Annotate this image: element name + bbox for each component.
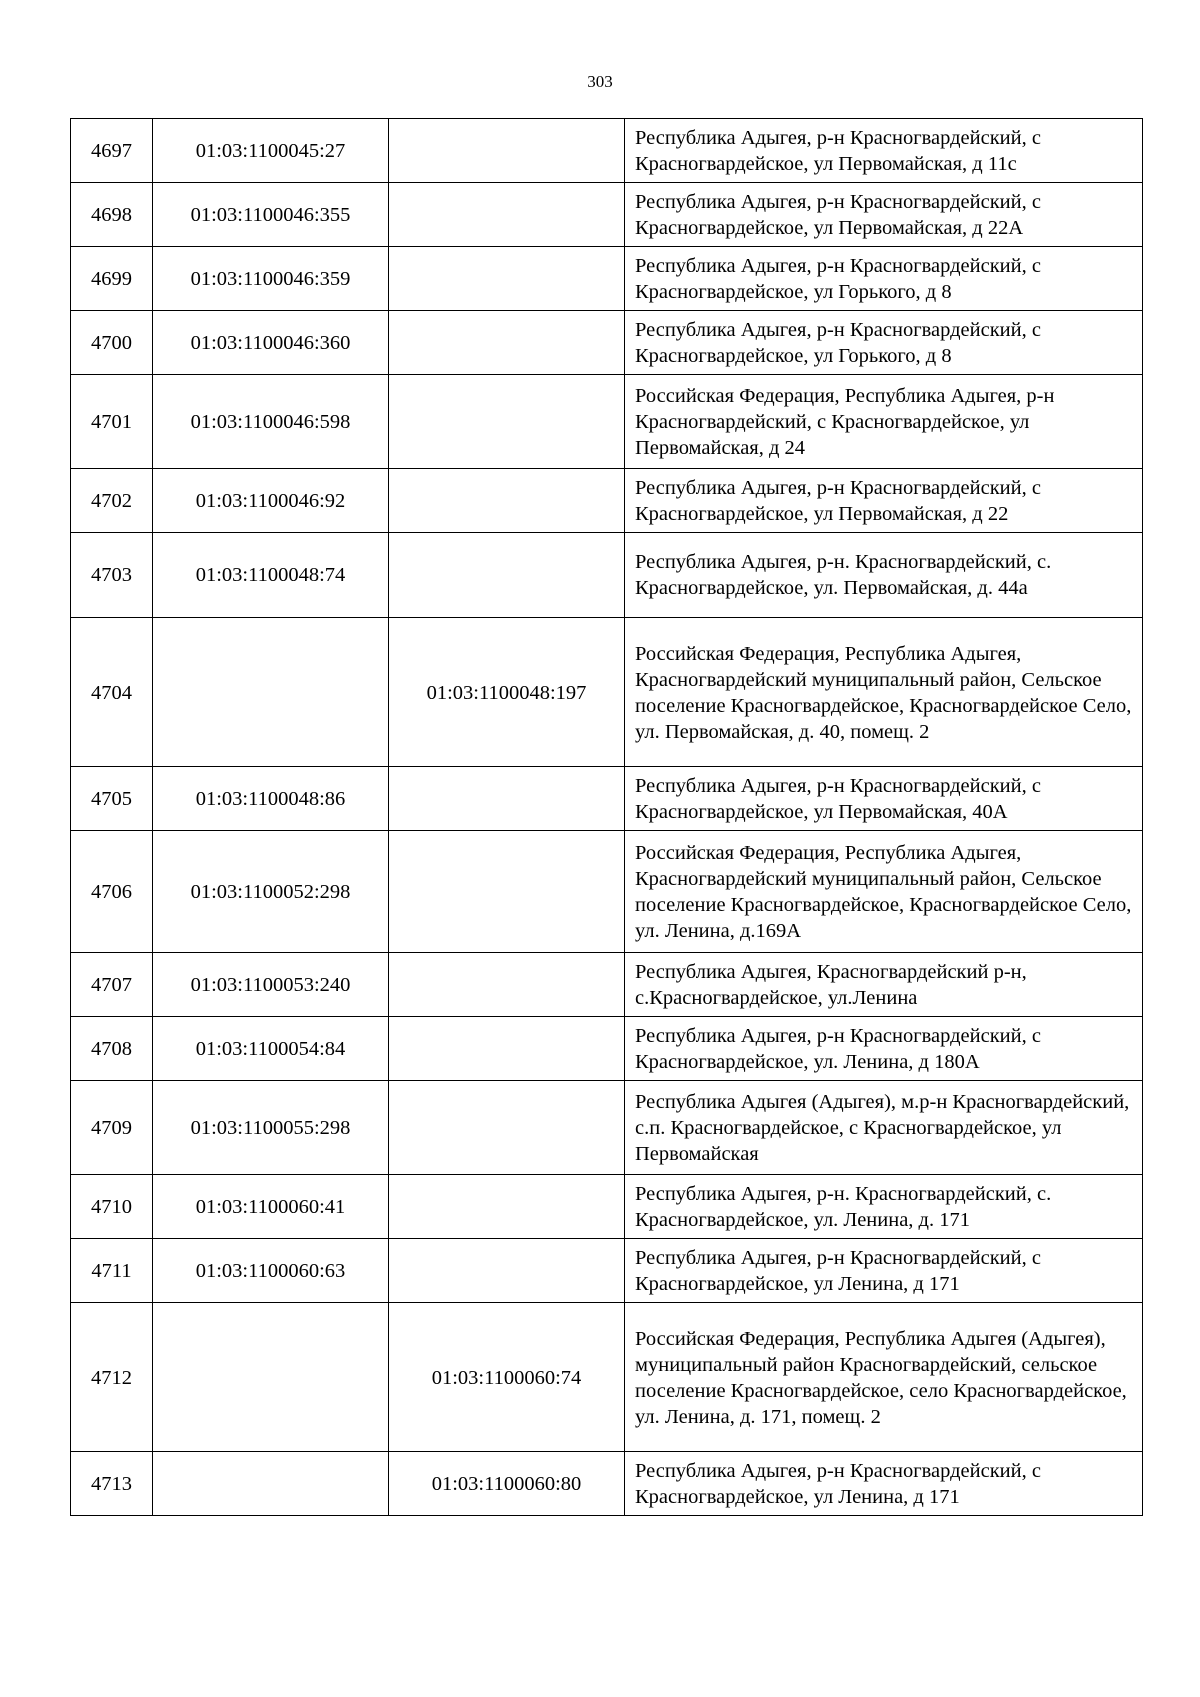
page-number: 303	[587, 72, 613, 91]
cadastral-number: 01:03:1100048:86	[153, 767, 389, 831]
row-number: 4700	[71, 311, 153, 375]
cadastral-number	[153, 1452, 389, 1516]
row-number: 4713	[71, 1452, 153, 1516]
row-number: 4707	[71, 953, 153, 1017]
table-row	[71, 1303, 1143, 1452]
premises-cadastral-number: 01:03:1100060:80	[389, 1452, 625, 1516]
cadastral-number: 01:03:1100054:84	[153, 1017, 389, 1081]
cadastral-number: 01:03:1100046:355	[153, 183, 389, 247]
cadastral-number: 01:03:1100060:41	[153, 1175, 389, 1239]
table-row	[71, 618, 1143, 767]
table-row	[71, 247, 1143, 311]
address: Республика Адыгея (Адыгея), м.р-н Красногвардейский, с.п. Красногвардейское, с Красногвардейское, ул Первомайская	[625, 1081, 1143, 1175]
row-number: 4702	[71, 469, 153, 533]
cadastral-number	[153, 618, 389, 767]
address: Республика Адыгея, р-н. Красногвардейский, с. Красногвардейское, ул. Ленина, д. 171	[625, 1175, 1143, 1239]
row-number: 4712	[71, 1303, 153, 1452]
address: Российская Федерация, Республика Адыгея, Красногвардейский муниципальный район, Сельское поселение Красногвардейское, Красногвардейское Село, ул. Первомайская, д. 40, помещ. 2	[625, 618, 1143, 767]
cadastral-number	[153, 1303, 389, 1452]
premises-cadastral-number	[389, 311, 625, 375]
table-row	[71, 183, 1143, 247]
row-number: 4703	[71, 533, 153, 618]
row-number: 4710	[71, 1175, 153, 1239]
address: Республика Адыгея, р-н Красногвардейский, с Красногвардейское, ул Горького, д 8	[625, 247, 1143, 311]
row-number: 4708	[71, 1017, 153, 1081]
cadastral-number: 01:03:1100045:27	[153, 119, 389, 183]
cadastral-number: 01:03:1100046:359	[153, 247, 389, 311]
row-number: 4701	[71, 375, 153, 469]
address: Республика Адыгея, р-н Красногвардейский, с Красногвардейское, ул Ленина, д 171	[625, 1239, 1143, 1303]
address: Республика Адыгея, р-н Красногвардейский, с Красногвардейское, ул Первомайская, д 11с	[625, 119, 1143, 183]
premises-cadastral-number	[389, 1175, 625, 1239]
registry-table	[70, 118, 1143, 1516]
premises-cadastral-number: 01:03:1100048:197	[389, 618, 625, 767]
address: Республика Адыгея, р-н. Красногвардейский, с. Красногвардейское, ул. Первомайская, д. 44а	[625, 533, 1143, 618]
premises-cadastral-number	[389, 469, 625, 533]
table-row	[71, 831, 1143, 953]
row-number: 4705	[71, 767, 153, 831]
table-row	[71, 1175, 1143, 1239]
row-number: 4711	[71, 1239, 153, 1303]
address: Российская Федерация, Республика Адыгея, Красногвардейский муниципальный район, Сельское поселение Красногвардейское, Красногвардейское Село, ул. Ленина, д.169А	[625, 831, 1143, 953]
premises-cadastral-number	[389, 1239, 625, 1303]
table-row	[71, 533, 1143, 618]
address: Республика Адыгея, р-н Красногвардейский, с Красногвардейское, ул Горького, д 8	[625, 311, 1143, 375]
table-row	[71, 1452, 1143, 1516]
table-row	[71, 1239, 1143, 1303]
premises-cadastral-number	[389, 1017, 625, 1081]
table-row	[71, 1017, 1143, 1081]
cadastral-number: 01:03:1100048:74	[153, 533, 389, 618]
cadastral-number: 01:03:1100046:360	[153, 311, 389, 375]
premises-cadastral-number	[389, 767, 625, 831]
cadastral-number: 01:03:1100060:63	[153, 1239, 389, 1303]
address: Российская Федерация, Республика Адыгея, р-н Красногвардейский, с Красногвардейское, ул Первомайская, д 24	[625, 375, 1143, 469]
row-number: 4704	[71, 618, 153, 767]
table-row	[71, 469, 1143, 533]
address: Республика Адыгея, Красногвардейский р-н, с.Красногвардейское, ул.Ленина	[625, 953, 1143, 1017]
table-row	[71, 767, 1143, 831]
premises-cadastral-number	[389, 375, 625, 469]
address: Республика Адыгея, р-н Красногвардейский, с Красногвардейское, ул Ленина, д 171	[625, 1452, 1143, 1516]
premises-cadastral-number	[389, 831, 625, 953]
table-row	[71, 119, 1143, 183]
cadastral-number: 01:03:1100052:298	[153, 831, 389, 953]
row-number: 4706	[71, 831, 153, 953]
premises-cadastral-number	[389, 953, 625, 1017]
premises-cadastral-number	[389, 119, 625, 183]
address: Российская Федерация, Республика Адыгея (Адыгея), муниципальный район Красногвардейский, сельское поселение Красногвардейское, село Красногвардейское, ул. Ленина, д. 171, помещ. 2	[625, 1303, 1143, 1452]
cadastral-number: 01:03:1100055:298	[153, 1081, 389, 1175]
row-number: 4699	[71, 247, 153, 311]
premises-cadastral-number	[389, 533, 625, 618]
premises-cadastral-number	[389, 1081, 625, 1175]
cadastral-number: 01:03:1100046:92	[153, 469, 389, 533]
table-row	[71, 311, 1143, 375]
row-number: 4697	[71, 119, 153, 183]
cadastral-number: 01:03:1100053:240	[153, 953, 389, 1017]
table-row	[71, 953, 1143, 1017]
table-row	[71, 375, 1143, 469]
cadastral-number: 01:03:1100046:598	[153, 375, 389, 469]
premises-cadastral-number	[389, 247, 625, 311]
row-number: 4709	[71, 1081, 153, 1175]
premises-cadastral-number: 01:03:1100060:74	[389, 1303, 625, 1452]
address: Республика Адыгея, р-н Красногвардейский, с Красногвардейское, ул. Ленина, д 180А	[625, 1017, 1143, 1081]
address: Республика Адыгея, р-н Красногвардейский, с Красногвардейское, ул Первомайская, 40А	[625, 767, 1143, 831]
table-row	[71, 1081, 1143, 1175]
row-number: 4698	[71, 183, 153, 247]
address: Республика Адыгея, р-н Красногвардейский, с Красногвардейское, ул Первомайская, д 22А	[625, 183, 1143, 247]
address: Республика Адыгея, р-н Красногвардейский, с Красногвардейское, ул Первомайская, д 22	[625, 469, 1143, 533]
premises-cadastral-number	[389, 183, 625, 247]
